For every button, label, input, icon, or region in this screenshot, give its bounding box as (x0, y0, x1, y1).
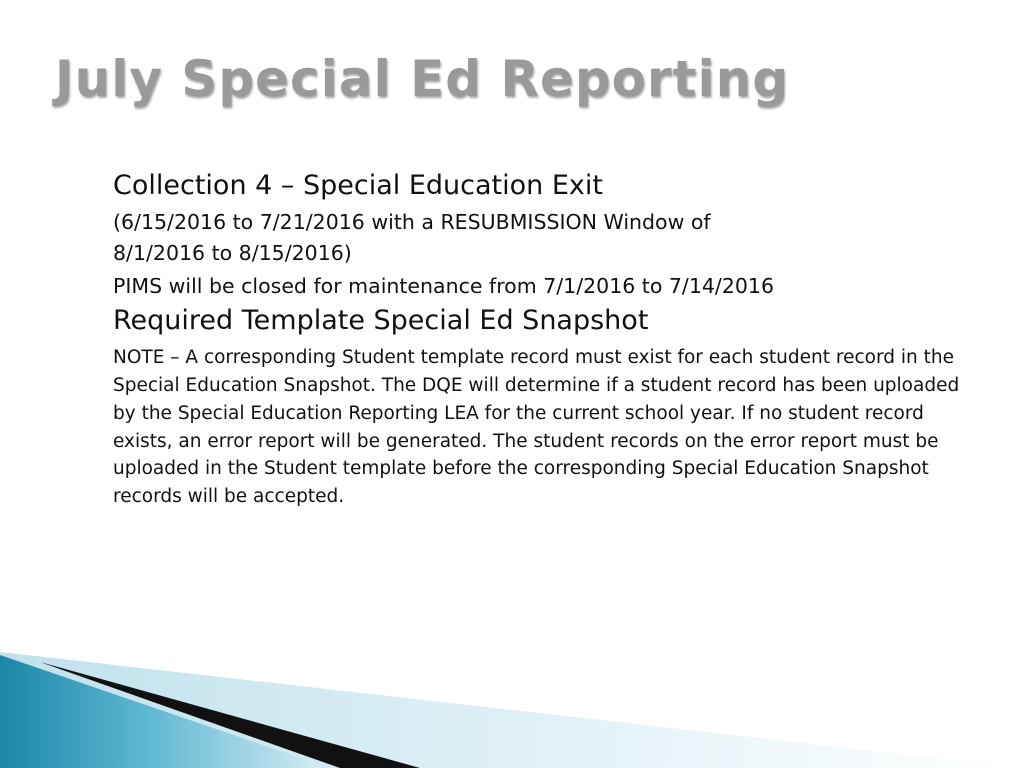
note-text: – A corresponding Student template record must exist for each student record in the Special Education Snapshot. The DQE will determine if a student record has been uploaded by the Special Education Reporting LEA for the current school year. If no student record exists, an error report will be generated. The student records on the error report must be uploaded in the Student template before the corresponding Special Education Snapshot records will be accepted. (113, 347, 960, 508)
note-paragraph (113, 344, 973, 511)
required-template: Required Template Special Ed Snapshot (113, 305, 649, 337)
footer-decoration (0, 600, 1024, 768)
maintenance-notice: PIMS will be closed for maintenance from 7/1/2016 to 7/14/2016 (113, 273, 775, 298)
slide-title: July Special Ed Reporting (55, 50, 790, 108)
slide-body (113, 168, 973, 511)
submission-window (113, 207, 973, 269)
note-label: NOTE (113, 347, 165, 369)
collection-heading: Collection 4 – Special Education Exit (113, 170, 603, 201)
submission-window-line-1: (6/15/2016 to 7/21/2016 with a RESUBMISSION Window of (113, 210, 711, 235)
submission-window-line-2: 8/1/2016 to 8/15/2016) (113, 240, 352, 265)
